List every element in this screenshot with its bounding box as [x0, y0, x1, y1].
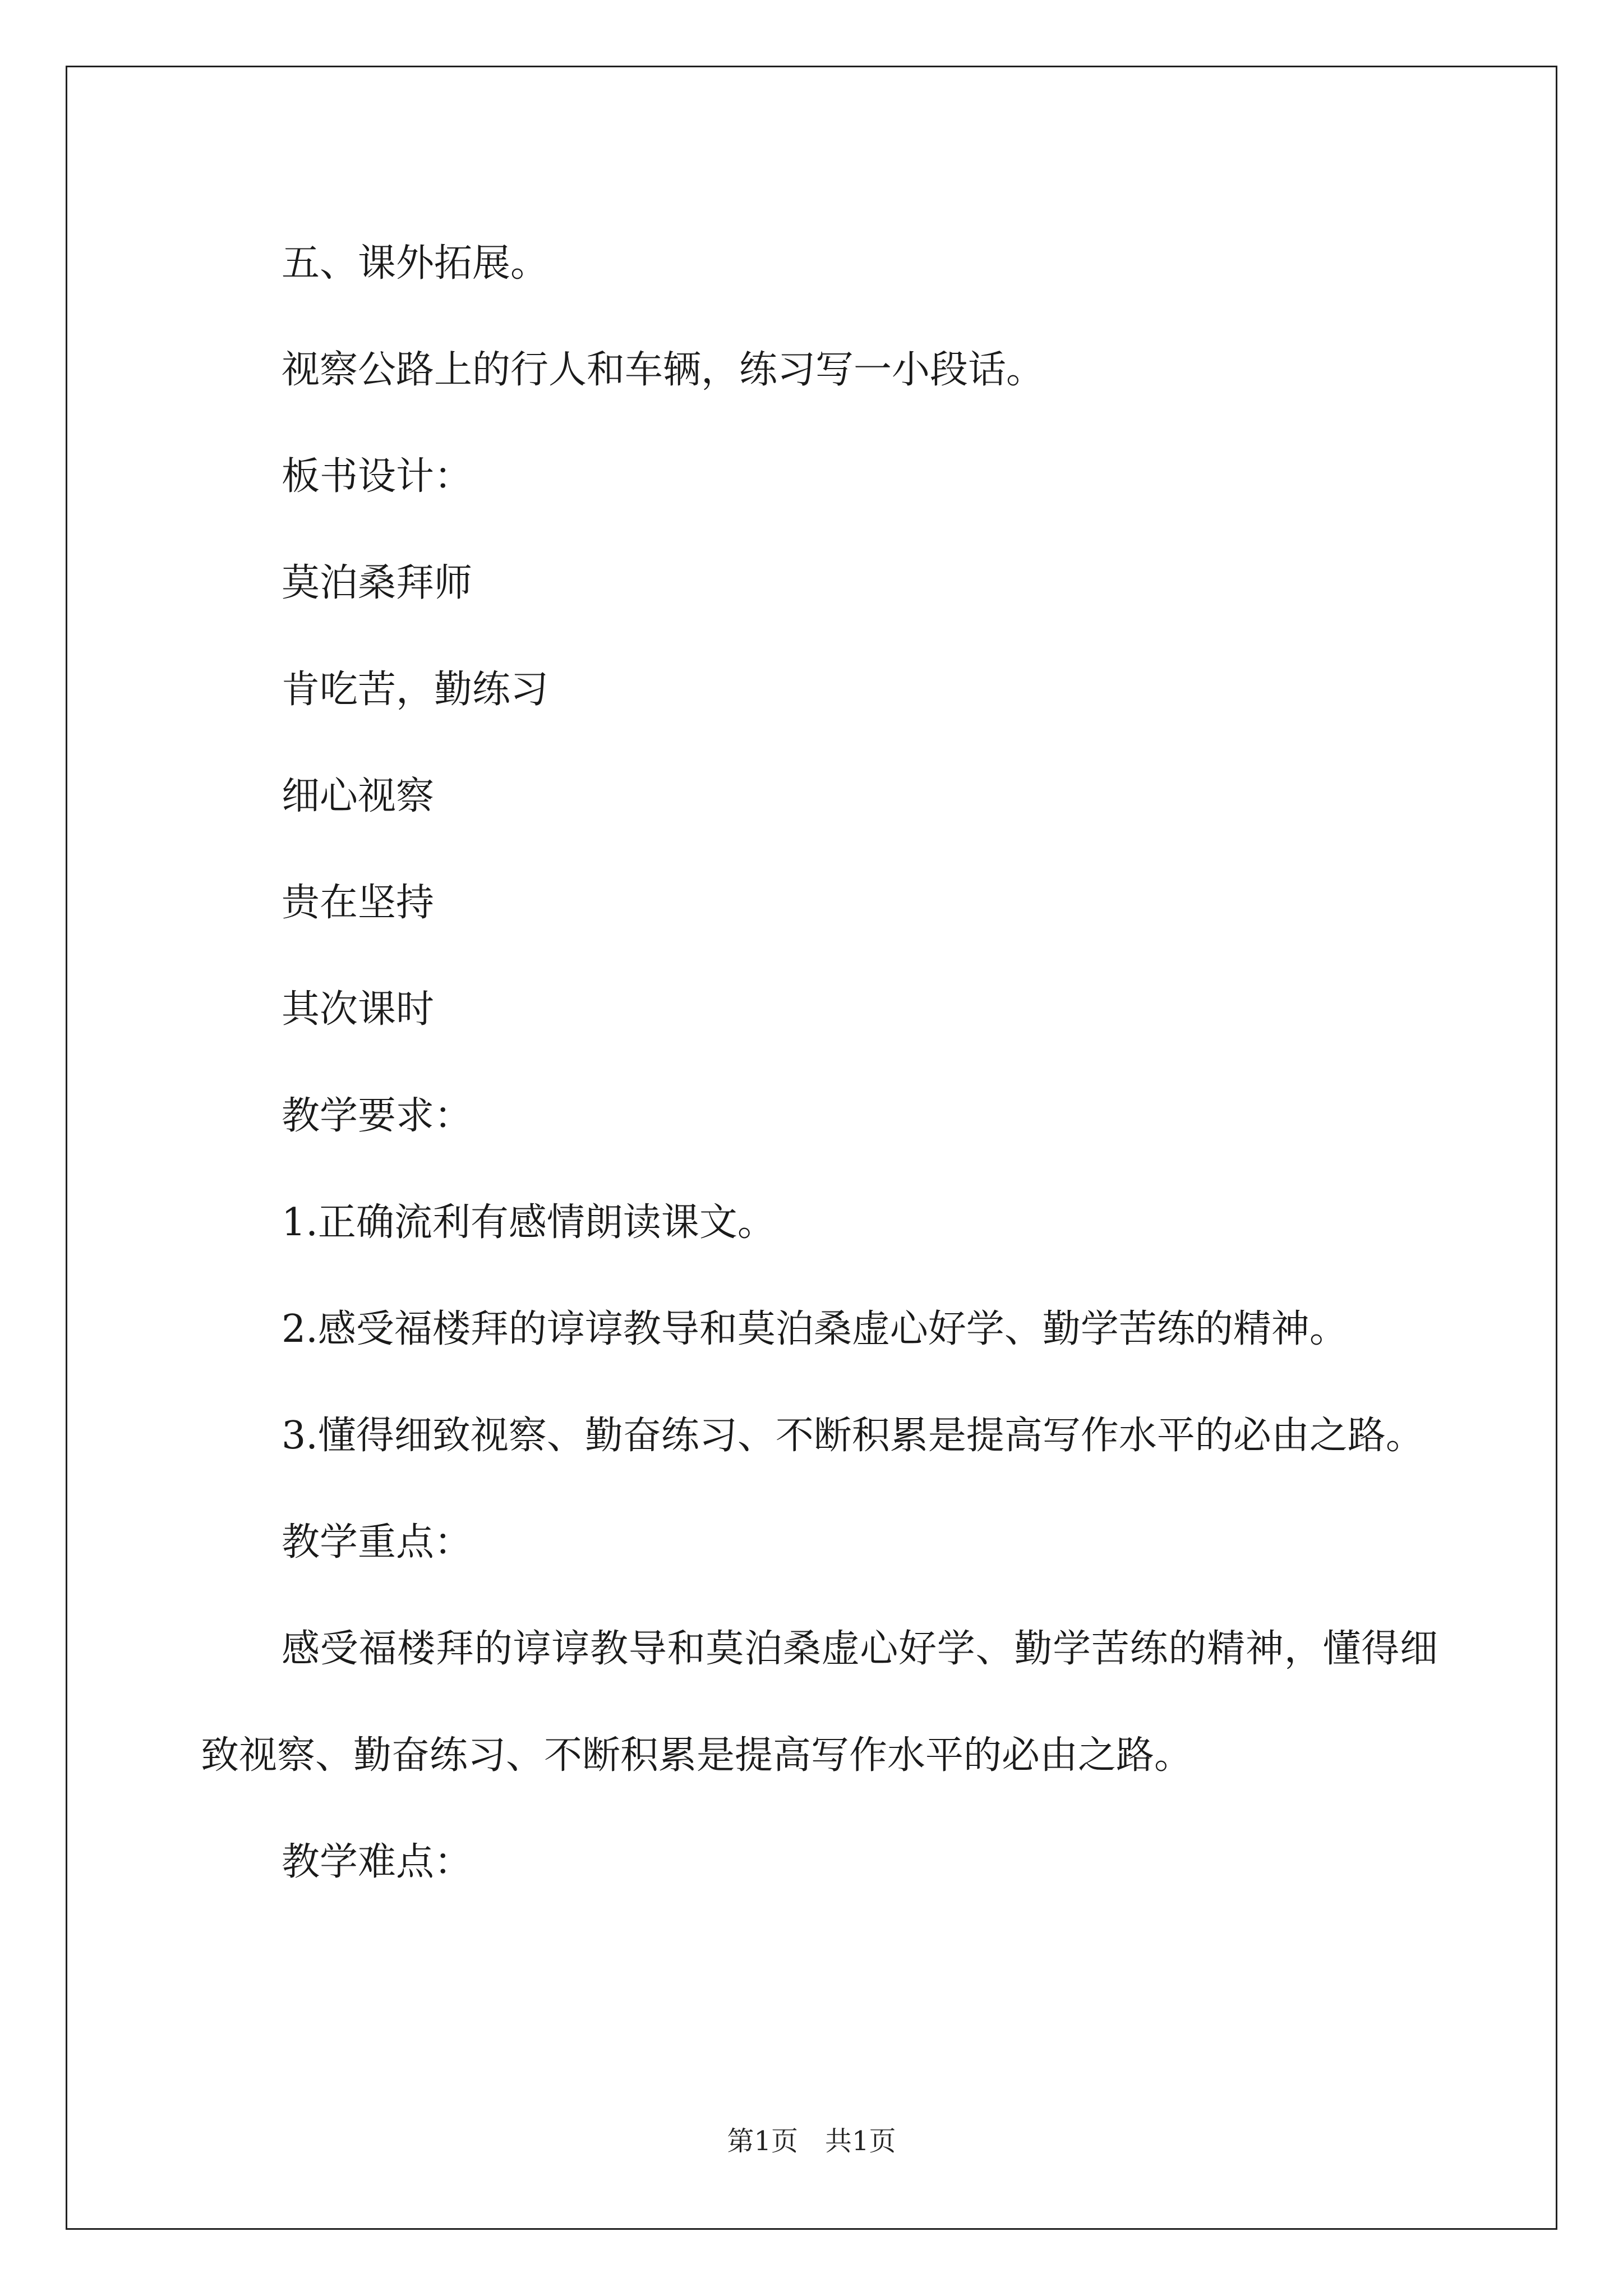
- page-number: 第1页: [727, 2125, 798, 2157]
- document-body: [201, 210, 1438, 1916]
- paragraph: 板书设计：: [282, 454, 473, 499]
- paragraph: 莫泊桑拜师: [282, 561, 473, 605]
- paragraph: 2.感受福楼拜的谆谆教导和莫泊桑虚心好学、勤学苦练的精神。: [282, 1307, 1348, 1351]
- paragraph: 贵在坚持: [282, 881, 435, 925]
- paragraph: 视察公路上的行人和车辆，练习写一小段话。: [282, 348, 1045, 392]
- paragraph: 细心视察: [282, 774, 435, 818]
- page-footer: [0, 2124, 1623, 2158]
- paragraph: 其次课时: [282, 987, 435, 1032]
- paragraph: 感受福楼拜的谆谆教导和莫泊桑虚心好学、勤学苦练的精神，懂得细致视察、勤奋练习、不断积累是提高写作水平的必由之路。: [201, 1627, 1438, 1778]
- paragraph: 教学要求：: [282, 1094, 473, 1138]
- page-total: 共1页: [825, 2125, 896, 2157]
- paragraph: 五、课外拓展。: [282, 241, 549, 286]
- paragraph: 3.懂得细致视察、勤奋练习、不断积累是提高写作水平的必由之路。: [282, 1414, 1424, 1458]
- paragraph: 肯吃苦，勤练习: [282, 668, 549, 712]
- paragraph: 教学重点：: [282, 1520, 473, 1565]
- paragraph: 教学难点：: [282, 1840, 473, 1884]
- paragraph: 1.正确流利有感情朗读课文。: [282, 1200, 776, 1245]
